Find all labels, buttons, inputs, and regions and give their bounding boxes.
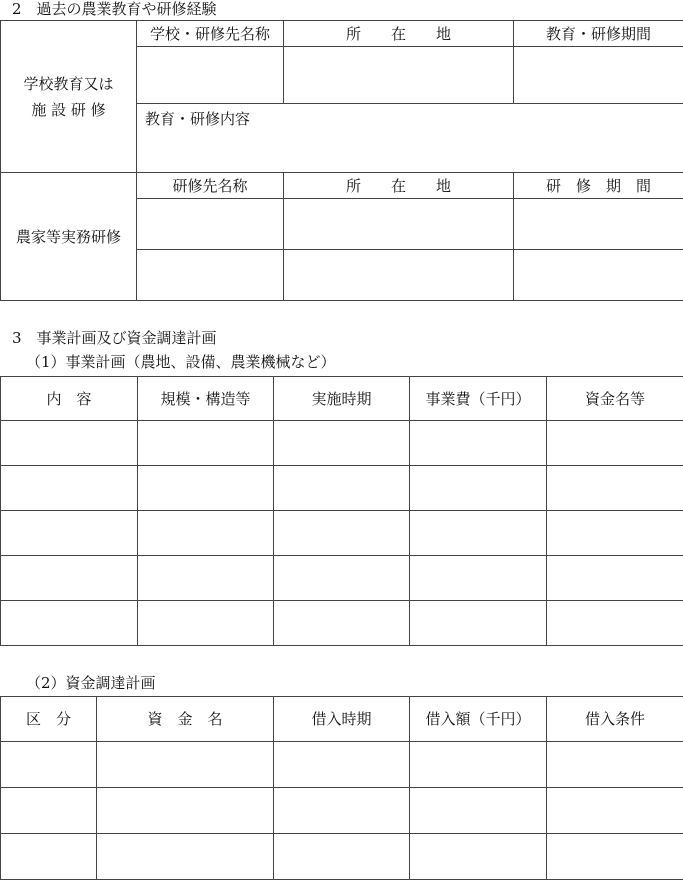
- header-farm-location: 所 在 地: [284, 173, 514, 199]
- plan-cell[interactable]: [410, 466, 547, 511]
- table-row: [1, 601, 683, 646]
- plan-cell[interactable]: [274, 556, 410, 601]
- school-training-label-line1: 学校教育又は: [23, 74, 114, 93]
- funding-cell[interactable]: [1, 788, 97, 834]
- header-borrow-amount: 借入額（千円）: [410, 697, 547, 742]
- plan-cell[interactable]: [547, 511, 683, 556]
- funding-cell[interactable]: [547, 742, 683, 788]
- header-fund-name: 資金名等: [547, 377, 683, 421]
- header-school-name: 学校・研修先名称: [137, 21, 284, 47]
- plan-cell[interactable]: [547, 601, 683, 646]
- funding-cell[interactable]: [410, 788, 547, 834]
- plan-cell[interactable]: [138, 556, 274, 601]
- plan-cell[interactable]: [138, 421, 274, 466]
- table-row: [1, 556, 683, 601]
- funding-cell[interactable]: [410, 834, 547, 880]
- plan-cell[interactable]: [274, 601, 410, 646]
- funding-cell[interactable]: [274, 788, 410, 834]
- funding-plan-table: [0, 696, 683, 880]
- plan-cell[interactable]: [274, 466, 410, 511]
- school-content-cell[interactable]: [137, 104, 683, 173]
- farm-name-cell[interactable]: [137, 199, 284, 250]
- farm-training-table: [0, 172, 683, 301]
- business-plan-table: [0, 376, 683, 646]
- funding-cell[interactable]: [274, 742, 410, 788]
- plan-cell[interactable]: [274, 511, 410, 556]
- header-farm-period: 研 修 期 間: [514, 173, 683, 199]
- plan-cell[interactable]: [1, 601, 138, 646]
- plan-cell[interactable]: [1, 421, 138, 466]
- business-plan-subtitle: （1）事業計画（農地、設備、農業機械など）: [26, 353, 336, 371]
- table-row: [1, 742, 683, 788]
- header-borrow-timing: 借入時期: [274, 697, 410, 742]
- header-school-period: 教育・研修期間: [514, 21, 683, 47]
- plan-cell[interactable]: [274, 421, 410, 466]
- funding-cell[interactable]: [547, 834, 683, 880]
- school-training-table: [0, 20, 683, 173]
- farm-period-cell[interactable]: [514, 199, 683, 250]
- header-scale: 規模・構造等: [138, 377, 274, 421]
- plan-cell[interactable]: [138, 511, 274, 556]
- funding-cell[interactable]: [274, 834, 410, 880]
- school-location-cell[interactable]: [284, 47, 514, 104]
- funding-cell[interactable]: [97, 834, 274, 880]
- header-category: 区 分: [1, 697, 97, 742]
- plan-cell[interactable]: [547, 556, 683, 601]
- farm-location-cell[interactable]: [284, 199, 514, 250]
- school-training-row-label: [1, 21, 137, 173]
- funding-cell[interactable]: [1, 742, 97, 788]
- plan-cell[interactable]: [1, 511, 138, 556]
- plan-cell[interactable]: [138, 466, 274, 511]
- table-row: [1, 421, 683, 466]
- funding-cell[interactable]: [1, 834, 97, 880]
- plan-cell[interactable]: [1, 466, 138, 511]
- funding-cell[interactable]: [547, 788, 683, 834]
- farm-name-cell[interactable]: [137, 250, 284, 301]
- plan-cell[interactable]: [410, 556, 547, 601]
- farm-location-cell[interactable]: [284, 250, 514, 301]
- plan-cell[interactable]: [547, 421, 683, 466]
- header-timing: 実施時期: [274, 377, 410, 421]
- school-name-cell[interactable]: [137, 47, 284, 104]
- section-2-title: 2 過去の農業教育や研修経験: [12, 0, 217, 18]
- header-borrow-terms: 借入条件: [547, 697, 683, 742]
- plan-cell[interactable]: [1, 556, 138, 601]
- school-period-cell[interactable]: [514, 47, 683, 104]
- plan-cell[interactable]: [138, 601, 274, 646]
- section-3-title: 3 事業計画及び資金調達計画: [12, 329, 217, 347]
- school-training-label-line2: 施 設 研 修: [31, 100, 106, 119]
- school-content-label: 教育・研修内容: [145, 110, 251, 128]
- funding-cell[interactable]: [97, 742, 274, 788]
- table-row: [1, 788, 683, 834]
- table-row: [1, 511, 683, 556]
- plan-cell[interactable]: [410, 511, 547, 556]
- plan-cell[interactable]: [547, 466, 683, 511]
- table-row: [1, 466, 683, 511]
- header-cost: 事業費（千円）: [410, 377, 547, 421]
- funding-cell[interactable]: [97, 788, 274, 834]
- table-row: [1, 834, 683, 880]
- funding-plan-subtitle: （2）資金調達計画: [26, 674, 156, 692]
- farm-period-cell[interactable]: [514, 250, 683, 301]
- header-content: 内 容: [1, 377, 138, 421]
- header-school-location: 所 在 地: [284, 21, 514, 47]
- header-farm-name: 研修先名称: [137, 173, 284, 199]
- funding-cell[interactable]: [410, 742, 547, 788]
- header-fund: 資 金 名: [97, 697, 274, 742]
- plan-cell[interactable]: [410, 601, 547, 646]
- plan-cell[interactable]: [410, 421, 547, 466]
- farm-training-row-label: 農家等実務研修: [1, 173, 137, 301]
